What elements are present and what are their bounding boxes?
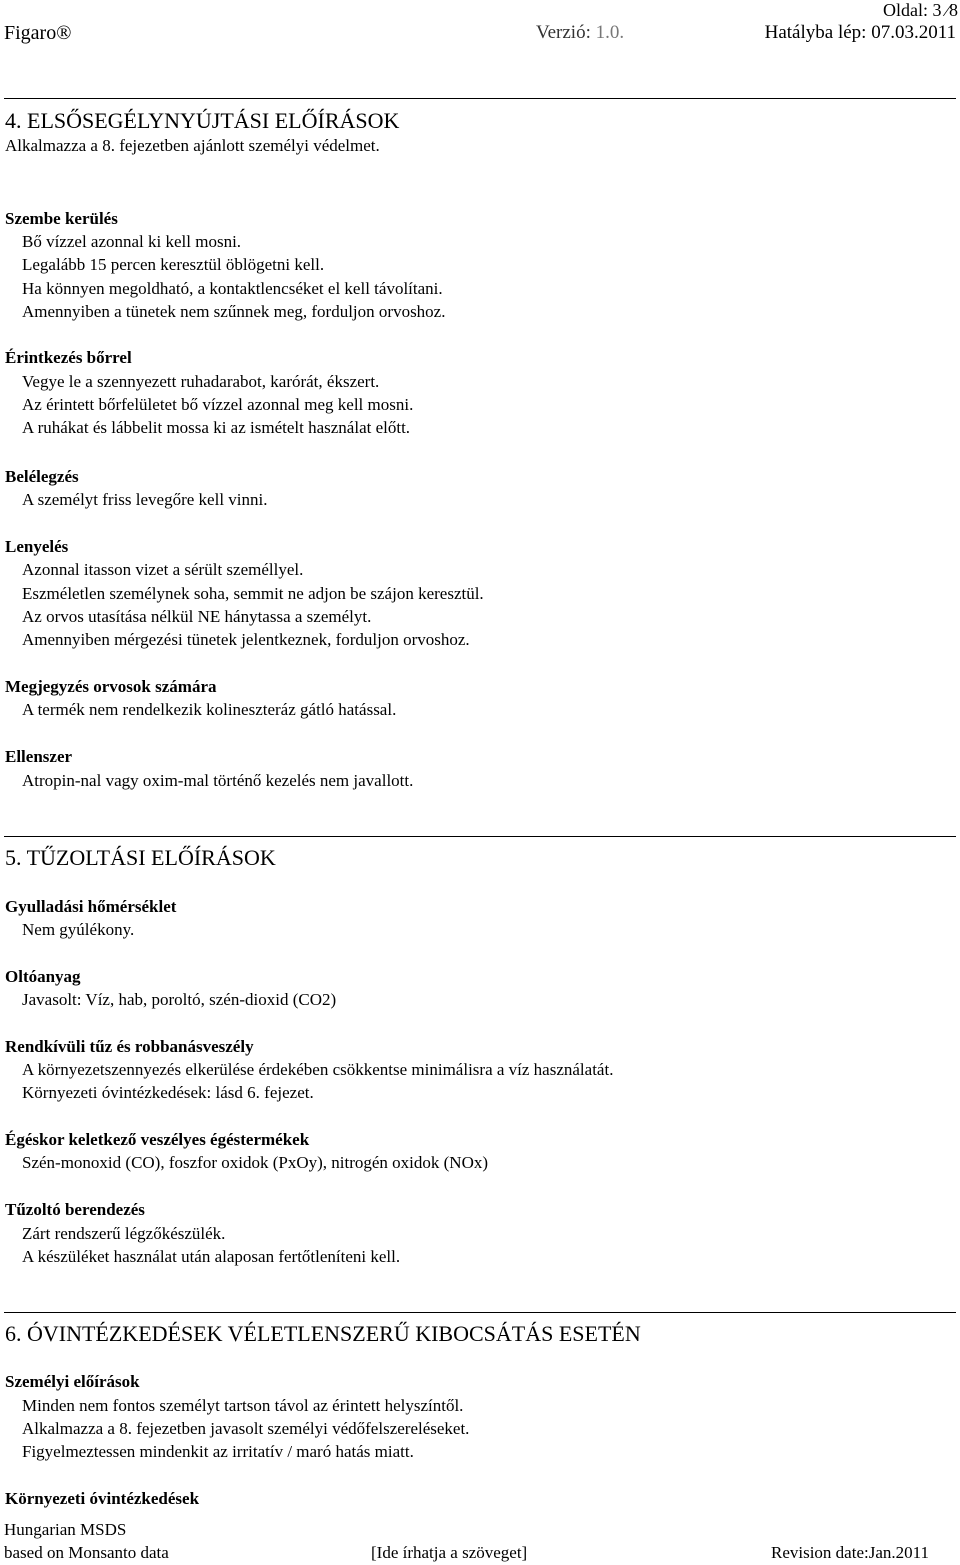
environmental-precautions-heading: Környezeti óvintézkedések bbox=[5, 1489, 200, 1508]
doctor-note-heading: Megjegyzés orvosok számára bbox=[5, 677, 217, 696]
extinguishing-media-heading: Oltóanyag bbox=[5, 967, 81, 986]
extinguishing-media-line: Javasolt: Víz, hab, poroltó, szén-dioxid (CO2) bbox=[22, 990, 337, 1009]
skin-contact-line: Vegye le a szennyezett ruhadarabot, karórát, ékszert. bbox=[22, 372, 380, 391]
section-divider bbox=[4, 1312, 956, 1313]
personal-precautions-heading: Személyi előírások bbox=[5, 1372, 140, 1391]
section-6-title: 6. ÓVINTÉZKEDÉSEK VÉLETLENSZERŰ KIBOCSÁTÁS ESETÉN bbox=[5, 1321, 641, 1346]
inhalation-line: A személyt friss levegőre kell vinni. bbox=[22, 490, 268, 509]
footer-placeholder: [Ide írhatja a szöveget] bbox=[371, 1543, 528, 1562]
section-divider bbox=[4, 836, 956, 837]
footer-revision: Revision date:Jan.2011 bbox=[770, 1543, 929, 1562]
combustion-products-heading: Égéskor keletkező veszélyes égéstermékek bbox=[5, 1130, 310, 1149]
section-4-intro: Alkalmazza a 8. fejezetben ajánlott személyi védelmet. bbox=[5, 136, 380, 155]
eye-contact-heading: Szembe kerülés bbox=[5, 209, 118, 228]
skin-contact-line: Az érintett bőrfelületet bő vízzel azonnal meg kell mosni. bbox=[22, 395, 414, 414]
fire-equipment-line: A készüléket használat után alaposan fertőtleníteni kell. bbox=[22, 1247, 401, 1266]
version-info bbox=[536, 22, 624, 44]
fire-hazard-line: Környezeti óvintézkedések: lásd 6. fejezet. bbox=[22, 1083, 314, 1102]
footer-msds: Hungarian MSDS bbox=[4, 1520, 127, 1539]
combustion-products-line: Szén-monoxid (CO), foszfor oxidok (PxOy), nitrogén oxidok (NOx) bbox=[22, 1153, 489, 1172]
antidote-line: Atropin-nal vagy oxim-mal történő kezelés nem javallott. bbox=[22, 771, 414, 790]
flash-point-heading: Gyulladási hőmérséklet bbox=[5, 897, 177, 916]
eye-contact-line: Amennyiben a tünetek nem szűnnek meg, forduljon orvoshoz. bbox=[22, 302, 446, 321]
document-header bbox=[4, 20, 956, 48]
version-value: 1.0. bbox=[595, 22, 625, 43]
page-number: Oldal: 3 ⁄8 bbox=[883, 0, 958, 20]
product-logo: Figaro® bbox=[4, 22, 72, 44]
fire-hazard-heading: Rendkívüli tűz és robbanásveszély bbox=[5, 1037, 254, 1056]
document-footer bbox=[4, 1518, 956, 1562]
eye-contact-line: Ha könnyen megoldható, a kontaktlencséket el kell távolítani. bbox=[22, 279, 443, 298]
version-label: Verzió: bbox=[536, 22, 591, 43]
fire-equipment-line: Zárt rendszerű légzőkészülék. bbox=[22, 1224, 226, 1243]
effective-date: Hatályba lép: 07.03.2011 bbox=[764, 22, 956, 43]
personal-precautions-line: Alkalmazza a 8. fejezetben javasolt személyi védőfelszereléseket. bbox=[22, 1419, 470, 1438]
ingestion-line: Amennyiben mérgezési tünetek jelentkeznek, forduljon orvoshoz. bbox=[22, 630, 470, 649]
ingestion-line: Azonnal itasson vizet a sérült személlyel. bbox=[22, 560, 304, 579]
footer-source: based on Monsanto data bbox=[4, 1543, 169, 1562]
flash-point-line: Nem gyúlékony. bbox=[22, 920, 135, 939]
inhalation-heading: Belélegzés bbox=[5, 467, 79, 486]
fire-equipment-heading: Tűzoltó berendezés bbox=[5, 1200, 145, 1219]
section-divider bbox=[4, 98, 956, 99]
doctor-note-line: A termék nem rendelkezik kolineszteráz gátló hatással. bbox=[22, 700, 397, 719]
skin-contact-line: A ruhákat és lábbelit mossa ki az ismételt használat előtt. bbox=[22, 418, 411, 437]
ingestion-line: Az orvos utasítása nélkül NE hánytassa a személyt. bbox=[22, 607, 372, 626]
section-4-title: 4. ELSŐSEGÉLYNYÚJTÁSI ELŐÍRÁSOK bbox=[5, 108, 400, 133]
ingestion-line: Eszméletlen személynek soha, semmit ne adjon be szájon keresztül. bbox=[22, 584, 484, 603]
personal-precautions-line: Minden nem fontos személyt tartson távol az érintett helyszíntől. bbox=[22, 1396, 464, 1415]
eye-contact-line: Legalább 15 percen keresztül öblögetni kell. bbox=[22, 255, 325, 274]
personal-precautions-line: Figyelmeztessen mindenkit az irritatív / maró hatás miatt. bbox=[22, 1442, 414, 1461]
antidote-heading: Ellenszer bbox=[5, 747, 73, 766]
skin-contact-heading: Érintkezés bőrrel bbox=[5, 348, 132, 367]
ingestion-heading: Lenyelés bbox=[5, 537, 69, 556]
fire-hazard-line: A környezetszennyezés elkerülése érdekében csökkentse minimálisra a víz használatát. bbox=[22, 1060, 614, 1079]
section-5-title: 5. TŰZOLTÁSI ELŐÍRÁSOK bbox=[5, 845, 276, 870]
eye-contact-line: Bő vízzel azonnal ki kell mosni. bbox=[22, 232, 242, 251]
